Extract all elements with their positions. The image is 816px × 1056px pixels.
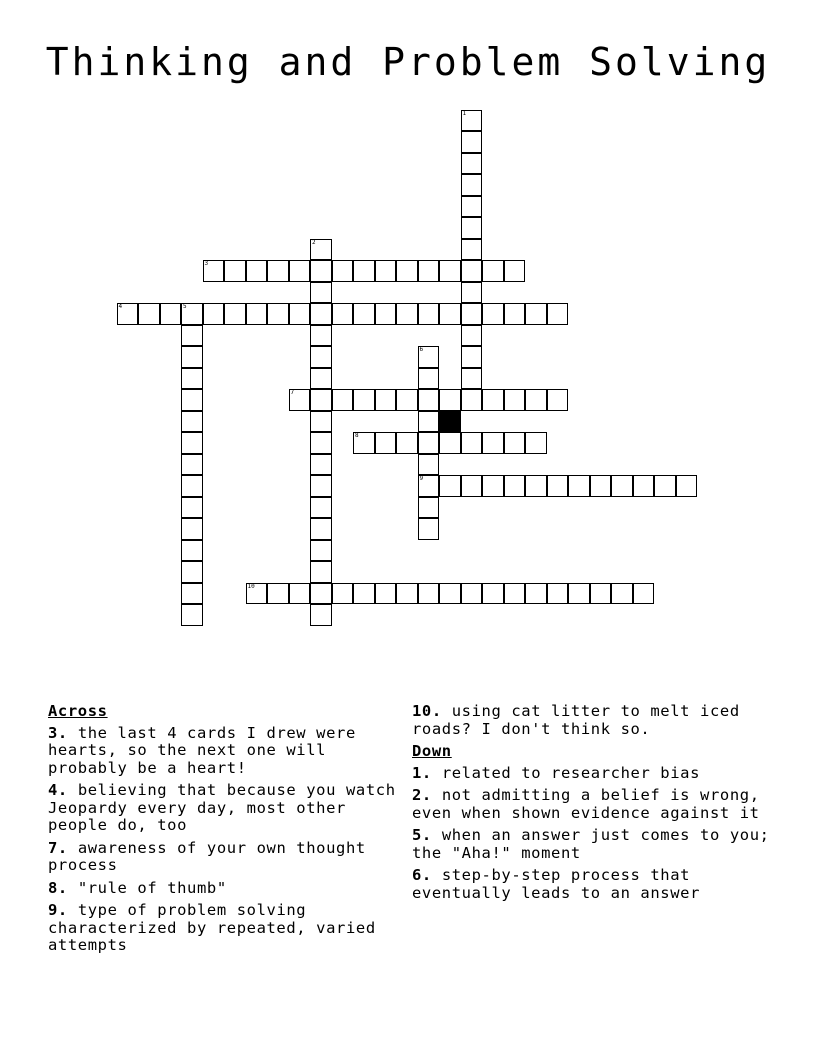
grid-black-square <box>439 411 461 433</box>
grid-cell[interactable] <box>439 389 461 411</box>
clues-right-column <box>412 703 782 907</box>
grid-cell[interactable] <box>461 196 483 218</box>
grid-cell[interactable] <box>396 583 418 605</box>
grid-cell[interactable] <box>633 475 655 497</box>
cell-number: 10 <box>247 582 255 590</box>
clue-across-8 <box>48 880 408 898</box>
grid-cell[interactable] <box>353 583 375 605</box>
grid-cell[interactable] <box>289 260 311 282</box>
clue-text: "rule of thumb" <box>77 878 227 897</box>
grid-cell[interactable] <box>525 475 547 497</box>
grid-cell[interactable] <box>181 497 203 519</box>
grid-cell[interactable] <box>375 260 397 282</box>
grid-cell[interactable] <box>181 583 203 605</box>
grid-cell[interactable] <box>396 303 418 325</box>
grid-cell[interactable] <box>418 346 440 368</box>
grid-cell[interactable] <box>289 303 311 325</box>
grid-cell[interactable] <box>181 411 203 433</box>
clue-text: not admitting a belief is wrong, even when shown evidence against it <box>412 786 760 822</box>
grid-cell[interactable] <box>547 475 569 497</box>
grid-cell[interactable] <box>310 260 332 282</box>
grid-cell[interactable] <box>504 303 526 325</box>
grid-cell[interactable] <box>461 475 483 497</box>
grid-cell[interactable] <box>547 583 569 605</box>
grid-cell[interactable] <box>504 260 526 282</box>
grid-cell[interactable] <box>267 260 289 282</box>
grid-cell[interactable] <box>267 303 289 325</box>
grid-cell[interactable] <box>590 475 612 497</box>
grid-cell[interactable] <box>461 389 483 411</box>
grid-cell[interactable] <box>418 475 440 497</box>
grid-cell[interactable] <box>310 303 332 325</box>
grid-cell[interactable] <box>310 325 332 347</box>
grid-cell[interactable] <box>439 475 461 497</box>
grid-cell[interactable] <box>310 282 332 304</box>
grid-cell[interactable] <box>611 583 633 605</box>
grid-cell[interactable] <box>633 583 655 605</box>
cell-number: 9 <box>419 475 424 482</box>
grid-cell[interactable] <box>332 389 354 411</box>
grid-cell[interactable] <box>504 432 526 454</box>
grid-cell[interactable] <box>181 475 203 497</box>
grid-cell[interactable] <box>246 303 268 325</box>
grid-cell[interactable] <box>310 497 332 519</box>
clue-across-7 <box>48 840 408 875</box>
grid-cell[interactable] <box>482 389 504 411</box>
grid-cell[interactable] <box>439 432 461 454</box>
clue-number: 9. <box>48 901 68 919</box>
grid-cell[interactable] <box>310 561 332 583</box>
grid-cell[interactable] <box>310 432 332 454</box>
clue-across-10 <box>412 703 782 738</box>
grid-cell[interactable] <box>611 475 633 497</box>
grid-cell[interactable] <box>418 389 440 411</box>
grid-cell[interactable] <box>418 260 440 282</box>
grid-cell[interactable] <box>160 303 182 325</box>
clue-number: 4. <box>48 781 68 799</box>
grid-cell[interactable] <box>246 260 268 282</box>
grid-cell[interactable] <box>461 153 483 175</box>
clue-text: when an answer just comes to you; the "Aha!" moment <box>412 826 770 862</box>
grid-cell[interactable] <box>396 260 418 282</box>
grid-cell[interactable] <box>375 389 397 411</box>
clue-number: 10. <box>412 702 442 720</box>
down-heading: Down <box>412 742 452 760</box>
grid-cell[interactable] <box>461 282 483 304</box>
grid-cell[interactable] <box>181 518 203 540</box>
grid-cell[interactable] <box>396 389 418 411</box>
cell-number: 7 <box>290 389 295 396</box>
clue-text: related to researcher bias <box>441 763 701 782</box>
grid-cell[interactable] <box>525 583 547 605</box>
grid-cell[interactable] <box>181 325 203 347</box>
grid-cell[interactable] <box>590 583 612 605</box>
clue-text: awareness of your own thought process <box>48 838 366 874</box>
grid-cell[interactable] <box>353 432 375 454</box>
grid-cell[interactable] <box>482 475 504 497</box>
clues-left-column <box>48 703 408 960</box>
grid-cell[interactable] <box>310 583 332 605</box>
grid-cell[interactable] <box>547 389 569 411</box>
grid-cell[interactable] <box>482 260 504 282</box>
grid-cell[interactable] <box>461 260 483 282</box>
clue-text: type of problem solving characterized by repeated, varied attempts <box>48 901 376 954</box>
grid-cell[interactable] <box>203 260 225 282</box>
grid-cell[interactable] <box>181 346 203 368</box>
clue-number: 6. <box>412 866 432 884</box>
grid-cell[interactable] <box>461 368 483 390</box>
clue-down-2 <box>412 787 782 822</box>
grid-cell[interactable] <box>332 583 354 605</box>
grid-cell[interactable] <box>676 475 698 497</box>
grid-cell[interactable] <box>461 217 483 239</box>
grid-cell[interactable] <box>418 303 440 325</box>
grid-cell[interactable] <box>439 260 461 282</box>
grid-cell[interactable] <box>461 303 483 325</box>
grid-cell[interactable] <box>181 540 203 562</box>
grid-cell[interactable] <box>547 303 569 325</box>
grid-cell[interactable] <box>353 389 375 411</box>
grid-cell[interactable] <box>504 583 526 605</box>
grid-cell[interactable] <box>181 604 203 626</box>
grid-cell[interactable] <box>396 432 418 454</box>
grid-cell[interactable] <box>418 518 440 540</box>
clue-text: using cat litter to melt iced roads? I don't think so. <box>412 702 740 738</box>
grid-cell[interactable] <box>568 583 590 605</box>
grid-cell[interactable] <box>246 583 268 605</box>
grid-cell[interactable] <box>418 583 440 605</box>
grid-cell[interactable] <box>461 346 483 368</box>
grid-cell[interactable] <box>203 303 225 325</box>
grid-cell[interactable] <box>310 411 332 433</box>
grid-cell[interactable] <box>224 303 246 325</box>
clue-down-5 <box>412 827 782 862</box>
grid-cell[interactable] <box>181 432 203 454</box>
grid-cell[interactable] <box>525 389 547 411</box>
grid-cell[interactable] <box>504 389 526 411</box>
grid-cell[interactable] <box>267 583 289 605</box>
grid-cell[interactable] <box>461 432 483 454</box>
clue-text: the last 4 cards I drew were hearts, so the next one will probably be a heart! <box>48 723 356 777</box>
cell-number: 4 <box>118 303 123 310</box>
clue-across-9 <box>48 902 408 955</box>
grid-cell[interactable] <box>181 561 203 583</box>
clue-down-1 <box>412 765 782 783</box>
cell-number: 6 <box>419 346 424 353</box>
grid-cell[interactable] <box>310 604 332 626</box>
grid-cell[interactable] <box>439 583 461 605</box>
grid-cell[interactable] <box>310 239 332 261</box>
clue-number: 2. <box>412 786 432 804</box>
clue-down-6 <box>412 867 782 902</box>
grid-cell[interactable] <box>310 346 332 368</box>
grid-cell[interactable] <box>418 454 440 476</box>
clue-text: believing that because you watch Jeopardy every day, most other people do, too <box>48 781 396 834</box>
grid-cell[interactable] <box>310 540 332 562</box>
grid-cell[interactable] <box>439 303 461 325</box>
grid-cell[interactable] <box>289 389 311 411</box>
grid-cell[interactable] <box>461 583 483 605</box>
cell-number: 5 <box>183 303 187 310</box>
clue-across-4 <box>48 782 408 835</box>
grid-cell[interactable] <box>461 239 483 261</box>
grid-cell[interactable] <box>525 303 547 325</box>
across-heading: Across <box>48 702 108 720</box>
grid-cell[interactable] <box>418 497 440 519</box>
grid-cell[interactable] <box>568 475 590 497</box>
grid-cell[interactable] <box>482 432 504 454</box>
grid-cell[interactable] <box>332 260 354 282</box>
grid-cell[interactable] <box>289 583 311 605</box>
grid-cell[interactable] <box>353 303 375 325</box>
grid-cell[interactable] <box>181 368 203 390</box>
grid-cell[interactable] <box>353 260 375 282</box>
grid-cell[interactable] <box>310 389 332 411</box>
grid-cell[interactable] <box>461 174 483 196</box>
clue-across-3 <box>48 725 408 778</box>
grid-cell[interactable] <box>375 583 397 605</box>
grid-cell[interactable] <box>461 325 483 347</box>
clue-number: 3. <box>48 723 68 742</box>
grid-cell[interactable] <box>117 303 139 325</box>
grid-cell[interactable] <box>375 432 397 454</box>
grid-cell[interactable] <box>504 475 526 497</box>
grid-cell[interactable] <box>310 518 332 540</box>
grid-cell[interactable] <box>138 303 160 325</box>
grid-cell[interactable] <box>654 475 676 497</box>
grid-cell[interactable] <box>461 110 483 132</box>
grid-cell[interactable] <box>224 260 246 282</box>
cell-number: 1 <box>462 109 467 117</box>
clue-number: 7. <box>48 838 68 857</box>
grid-cell[interactable] <box>310 454 332 476</box>
puzzle-title: Thinking and Problem Solving <box>45 40 771 84</box>
grid-cell[interactable] <box>181 389 203 411</box>
grid-cell[interactable] <box>375 303 397 325</box>
grid-cell[interactable] <box>418 368 440 390</box>
grid-cell[interactable] <box>418 411 440 433</box>
grid-cell[interactable] <box>332 303 354 325</box>
grid-cell[interactable] <box>525 432 547 454</box>
clue-number: 5. <box>412 826 432 844</box>
grid-cell[interactable] <box>181 303 203 325</box>
grid-cell[interactable] <box>482 583 504 605</box>
clue-text: step-by-step process that eventually leads to an answer <box>412 866 701 902</box>
clue-number: 1. <box>412 763 432 782</box>
grid-cell[interactable] <box>310 475 332 497</box>
grid-cell[interactable] <box>181 454 203 476</box>
cell-number: 3 <box>204 260 209 267</box>
clue-number: 8. <box>48 878 68 897</box>
grid-cell[interactable] <box>418 432 440 454</box>
grid-cell[interactable] <box>482 303 504 325</box>
cell-number: 2 <box>312 238 316 246</box>
grid-cell[interactable] <box>310 368 332 390</box>
grid-cell[interactable] <box>461 131 483 153</box>
cell-number: 8 <box>355 432 359 439</box>
